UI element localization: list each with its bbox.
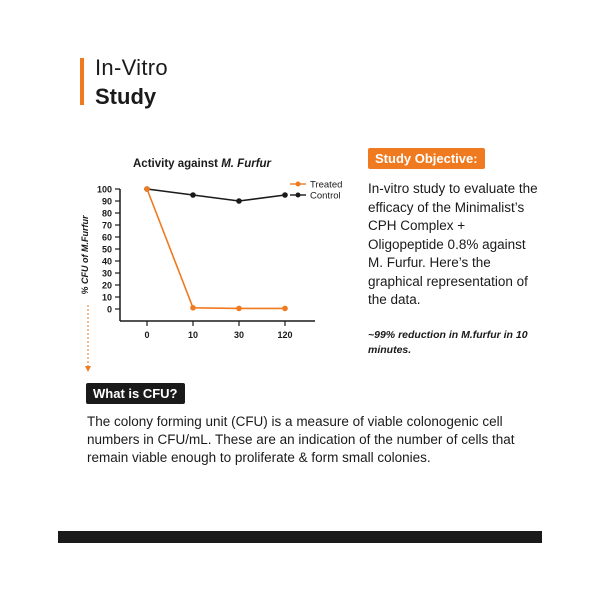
legend-marker-treated — [296, 182, 301, 187]
legend-label-control: Control — [310, 190, 341, 202]
cfu-description: The colony forming unit (CFU) is a measure of viable colonogenic cell numbers in CFU/mL. These are an indication of the number of cells that remain viable enough to proliferate & form small colonies. — [87, 414, 515, 465]
objective-body: In-vitro study to evaluate the efficacy of the Minimalist’s CPH Complex + Oligopeptide 0.8% against M. Furfur. Here’s the graphical representation of the data. — [368, 181, 538, 307]
series-line-treated — [147, 189, 285, 308]
y-tick-label: 30 — [101, 268, 112, 279]
data-point-treated — [144, 186, 150, 192]
series-line-control — [147, 189, 285, 201]
legend-marker-control — [296, 193, 301, 198]
x-tick-label: 10 — [187, 330, 199, 340]
chart-title-italic: M. Furfur — [221, 158, 272, 170]
y-tick-label: 60 — [101, 232, 112, 243]
chart-axes — [80, 185, 315, 373]
data-point-treated — [282, 306, 288, 312]
y-axis-label: % CFU of M.Furfur — [80, 215, 90, 295]
y-tick-label: 80 — [101, 208, 112, 219]
x-tick-label: 0 — [144, 330, 150, 340]
objective-heading: Study Objective: — [368, 148, 485, 169]
data-point-treated — [190, 305, 196, 311]
data-point-control — [190, 192, 196, 198]
page-title-line2: Study — [95, 84, 157, 109]
chart-title-text: Activity against — [133, 158, 218, 170]
legend-label-treated: Treated — [310, 179, 343, 191]
y-tick-label: 10 — [101, 292, 112, 303]
y-tick-label: 20 — [101, 280, 112, 291]
x-tick-label: 120 — [277, 330, 293, 340]
y-tick-label: 40 — [101, 256, 112, 267]
y-tick-label: 90 — [101, 196, 112, 207]
data-point-treated — [236, 306, 242, 312]
guide-arrow-icon — [85, 366, 91, 372]
y-tick-label: 70 — [101, 220, 112, 231]
y-tick-label: 0 — [106, 304, 112, 315]
chart-legend — [290, 180, 342, 202]
reduction-note: ~99% reduction in M.furfur in 10 minutes. — [368, 329, 528, 356]
page-title-line1: In-Vitro — [95, 55, 168, 80]
data-point-control — [236, 198, 242, 204]
chart-series — [144, 186, 288, 311]
y-tick-label: 50 — [101, 244, 112, 255]
footer-bar — [58, 531, 542, 543]
x-tick-label: 30 — [233, 330, 245, 340]
cfu-heading: What is CFU? — [86, 383, 185, 404]
data-point-control — [282, 192, 288, 198]
y-tick-label: 100 — [96, 184, 112, 195]
